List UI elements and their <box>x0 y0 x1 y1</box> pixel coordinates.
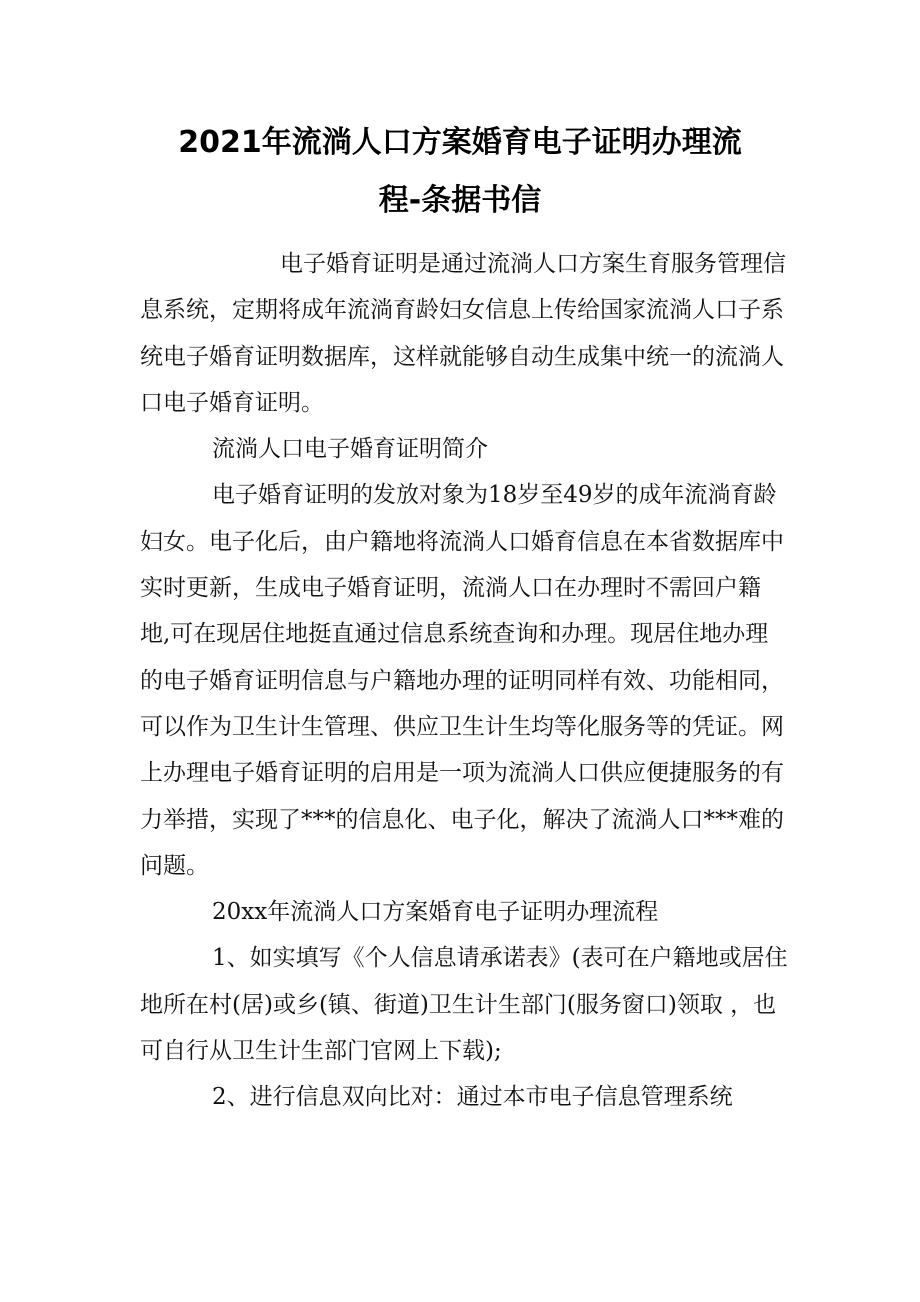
paragraph-description: 电子婚育证明的发放对象为18岁至49岁的成年流淌育龄妇女。电子化后，由户籍地将流淌人口婚育信息在本省数据库中实时更新，生成电子婚育证明，流淌人口在办理时不需回户籍地,可在现居住地挺直通过信息系统查询和办理。现居住地办理的电子婚育证明信息与户籍地办理的证明同样有效、功能相同，可以作为卫生计生管理、供应卫生计生均等化服务等的凭证。网上办理电子婚育证明的启用是一项为流淌人口供应便捷服务的有力举措，实现了***的信息化、电子化，解决了流淌人口***难的问题。 <box>140 482 784 879</box>
paragraph-heading-process: 20xx年流淌人口方案婚育电子证明办理流程 <box>212 899 659 926</box>
paragraph-heading-intro: 流淌人口电子婚育证明简介 <box>212 436 488 463</box>
paragraph-step-1: 1、如实填写《个人信息请承诺表》(表可在户籍地或居住地所在村(居)或乡(镇、街道)卫生计生部门(服务窗口)领取 ，也可自行从卫生计生部门官网上下载); <box>140 945 788 1065</box>
document-body <box>140 241 790 1121</box>
document-title-line-2: 程-条据书信 <box>378 183 542 218</box>
paragraph-step-2: 2、进行信息双向比对：通过本市电子信息管理系统 <box>212 1084 733 1111</box>
paragraph-intro: 电子婚育证明是通过流淌人口方案生育服务管理信息系统，定期将成年流淌育龄妇女信息上传给国家流淌人口子系统电子婚育证明数据库，这样就能够自动生成集中统一的流淌人口电子婚育证明。 <box>140 251 786 416</box>
document-title-line-1: 2021年流淌人口方案婚育电子证明办理流 <box>178 125 742 160</box>
